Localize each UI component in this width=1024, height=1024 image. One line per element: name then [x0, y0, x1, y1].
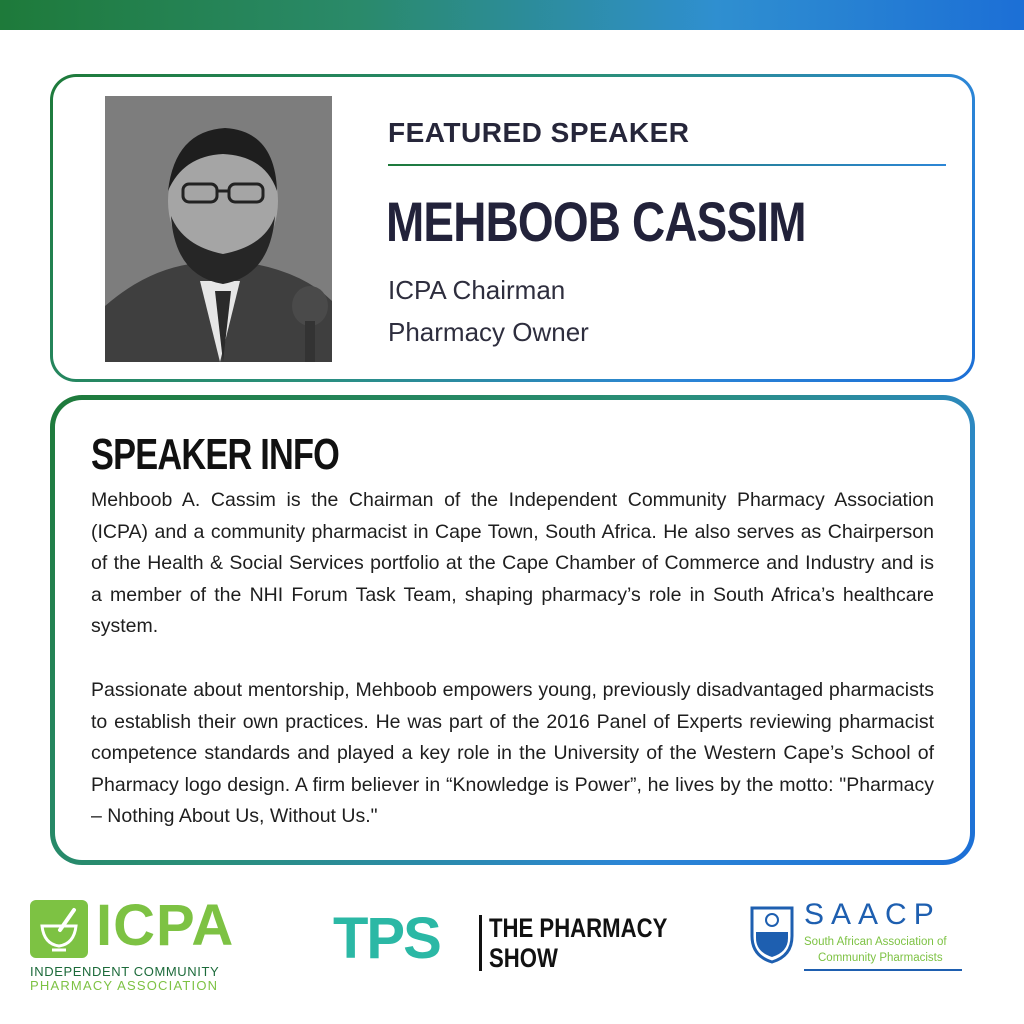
icpa-subtitle-line1: INDEPENDENT COMMUNITY	[30, 964, 220, 979]
featured-speaker-label: FEATURED SPEAKER	[388, 117, 690, 148]
tps-title-line2: SHOW	[489, 943, 558, 973]
saacp-logo	[748, 900, 978, 975]
tps-logo	[333, 905, 673, 980]
saacp-subtitle-line1: South African Association of	[804, 936, 947, 948]
icpa-subtitle-line2: PHARMACY ASSOCIATION	[30, 978, 219, 993]
saacp-crest-icon	[748, 902, 796, 964]
saacp-subtitle-line2: Community Pharmacists	[818, 952, 943, 964]
speaker-role: ICPA Chairman	[388, 275, 566, 305]
featured-speaker-card	[50, 74, 975, 382]
bio-paragraph: Passionate about mentorship, Mehboob empowers young, previously disadvantaged pharmacists to establish their own practices. He was part of the 2016 Panel of Experts reviewing pharmacist competence standards and played a key role in the University of the Western Cape’s School of Pharmacy logo design. A firm believer in “Knowledge is Power”, he lives by the motto: "Pharmacy – Nothing About Us, Without Us."	[91, 679, 934, 827]
top-gradient-bar	[0, 0, 1024, 30]
tps-title-line1: THE PHARMACY	[489, 913, 668, 943]
speaker-role: Pharmacy Owner	[388, 317, 589, 347]
icpa-wordmark: ICPA	[96, 893, 235, 958]
header-divider	[388, 164, 946, 166]
icpa-logo	[30, 893, 240, 993]
tps-wordmark: TPS	[333, 906, 440, 971]
saacp-underline	[804, 969, 962, 971]
speaker-photo	[105, 96, 332, 362]
tps-divider	[479, 915, 482, 971]
speaker-info-card	[50, 395, 975, 865]
mortar-pestle-icon	[30, 900, 88, 958]
bio-paragraph: Mehboob A. Cassim is the Chairman of the Independent Community Pharmacy Association (ICPA) and a community pharmacist in Cape Town, South Africa. He also serves as Chairperson of the Health & Social Services portfolio at the Cape Chamber of Commerce and Industry and is a member of the NHI Forum Task Team, shaping pharmacy’s role in South Africa’s healthcare system.	[91, 489, 934, 637]
speaker-name: MEHBOOB CASSIM	[386, 190, 806, 253]
saacp-wordmark: SAACP	[804, 898, 941, 931]
speaker-info-title: SPEAKER INFO	[91, 430, 340, 479]
